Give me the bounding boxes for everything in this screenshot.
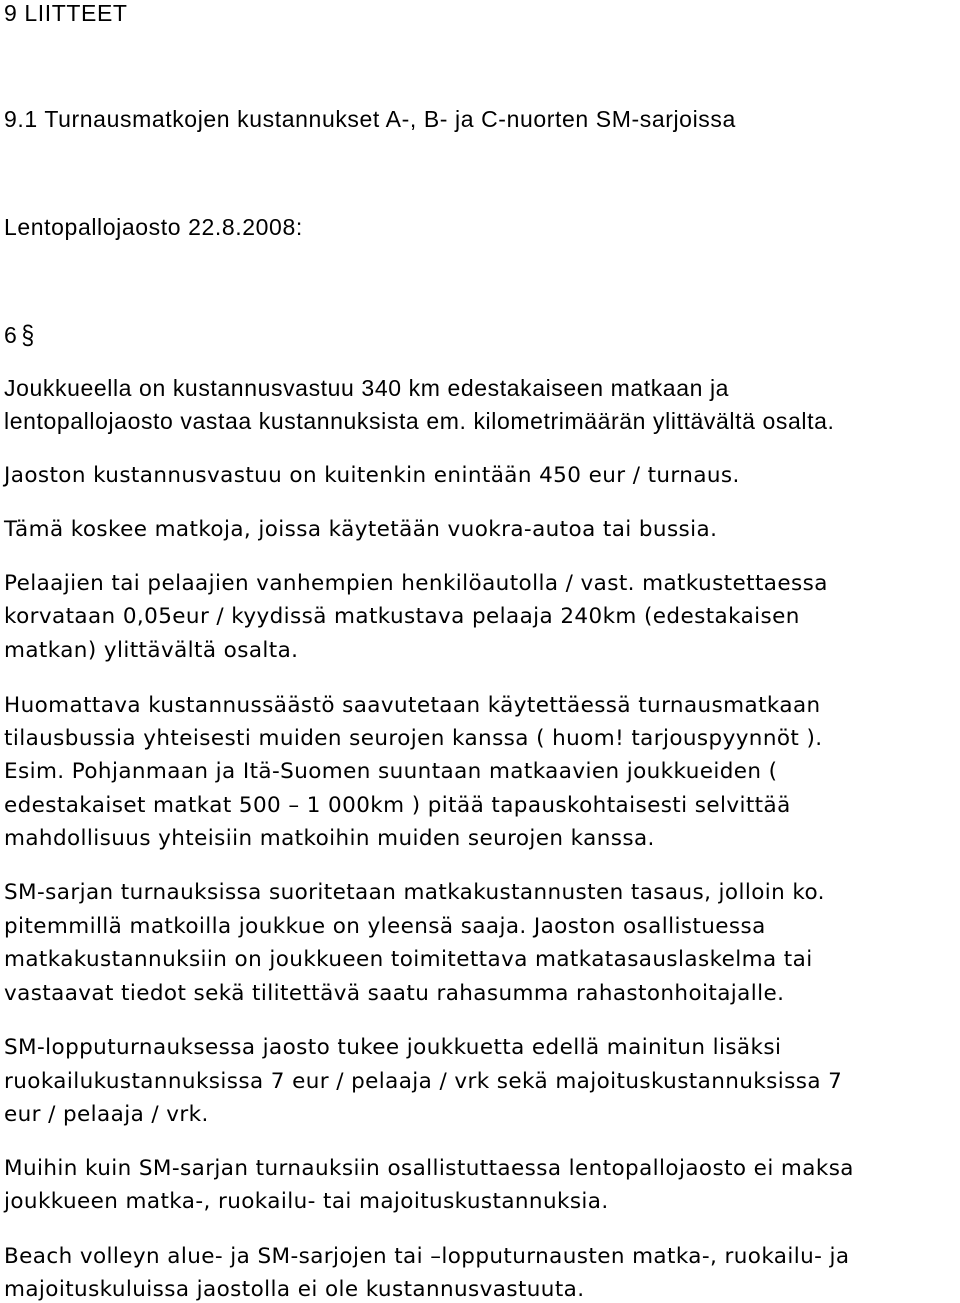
paragraph-5-line-2: joukkueen matka-, ruokailu- tai majoituskustannuksia. — [4, 1189, 609, 1214]
section-sign: § — [21, 320, 35, 350]
paragraph-2-line-3: Esim. Pohjanmaan ja Itä-Suomen suuntaan matkaavien joukkueiden ( — [4, 759, 778, 784]
paragraph-2-line-4: edestakaiset matkat 500 – 1 000km ) pitää tapauskohtaisesti selvittää — [4, 793, 791, 818]
paragraph-4-line-2: ruokailukustannuksissa 7 eur / pelaaja / vrk sekä majoituskustannuksissa 7 — [4, 1069, 843, 1094]
paragraph-3-line-1: SM-sarjan turnauksissa suoritetaan matkakustannusten tasaus, jolloin ko. — [4, 880, 825, 905]
paragraph-1-line-5: Pelaajien tai pelaajien vanhempien henkilöautolla / vast. matkustettaessa — [4, 571, 828, 596]
paragraph-1-line-4: Tämä koskee matkoja, joissa käytetään vuokra-autoa tai bussia. — [4, 517, 718, 542]
chapter-heading: 9 LIITTEET — [4, 0, 128, 26]
paragraph-5-line-1: Muihin kuin SM-sarjan turnauksiin osallistuttaessa lentopallojaosto ei maksa — [4, 1156, 854, 1181]
paragraph-1-line-7: matkan) ylittävältä osalta. — [4, 638, 299, 663]
paragraph-4-line-1: SM-lopputurnauksessa jaosto tukee joukkuetta edellä mainitun lisäksi — [4, 1035, 782, 1060]
paragraph-number-line — [4, 322, 35, 348]
paragraph-3-line-2: pitemmillä matkoilla joukkue on yleensä saaja. Jaoston osallistuessa — [4, 914, 766, 939]
paragraph-1-line-1: Joukkueella on kustannusvastuu 340 km edestakaiseen matkaan ja — [4, 375, 730, 401]
paragraph-2-line-5: mahdollisuus yhteisiin matkoihin muiden seurojen kanssa. — [4, 826, 655, 851]
section-heading: 9.1 Turnausmatkojen kustannukset A-, B- ja C-nuorten SM-sarjoissa — [4, 106, 736, 132]
paragraph-2-line-2: tilausbussia yhteisesti muiden seurojen kanssa ( huom! tarjouspyynnöt ). — [4, 726, 823, 751]
paragraph-3-line-3: matkakustannuksiin on joukkueen toimitettava matkatasauslaskelma tai — [4, 947, 813, 972]
paragraph-2-line-1: Huomattava kustannussäästö saavutetaan käytettäessä turnausmatkaan — [4, 693, 821, 718]
paragraph-6-line-2: majoituskuluissa jaostolla ei ole kustannusvastuuta. — [4, 1277, 585, 1302]
paragraph-6-line-1: Beach volleyn alue- ja SM-sarjojen tai –lopputurnausten matka-, ruokailu- ja — [4, 1244, 850, 1269]
paragraph-1-line-6: korvataan 0,05eur / kyydissä matkustava pelaaja 240km (edestakaisen — [4, 604, 800, 629]
paragraph-3-line-4: vastaavat tiedot sekä tilitettävä saatu rahasumma rahastonhoitajalle. — [4, 981, 785, 1006]
paragraph-1-line-2: lentopallojaosto vastaa kustannuksista em. kilometrimäärän ylittävältä osalta. — [4, 408, 835, 434]
paragraph-4-line-3: eur / pelaaja / vrk. — [4, 1102, 209, 1127]
source-line: Lentopallojaosto 22.8.2008: — [4, 214, 303, 240]
paragraph-1-line-3: Jaoston kustannusvastuu on kuitenkin enintään 450 eur / turnaus. — [4, 463, 740, 488]
paragraph-number: 6 — [4, 322, 18, 348]
